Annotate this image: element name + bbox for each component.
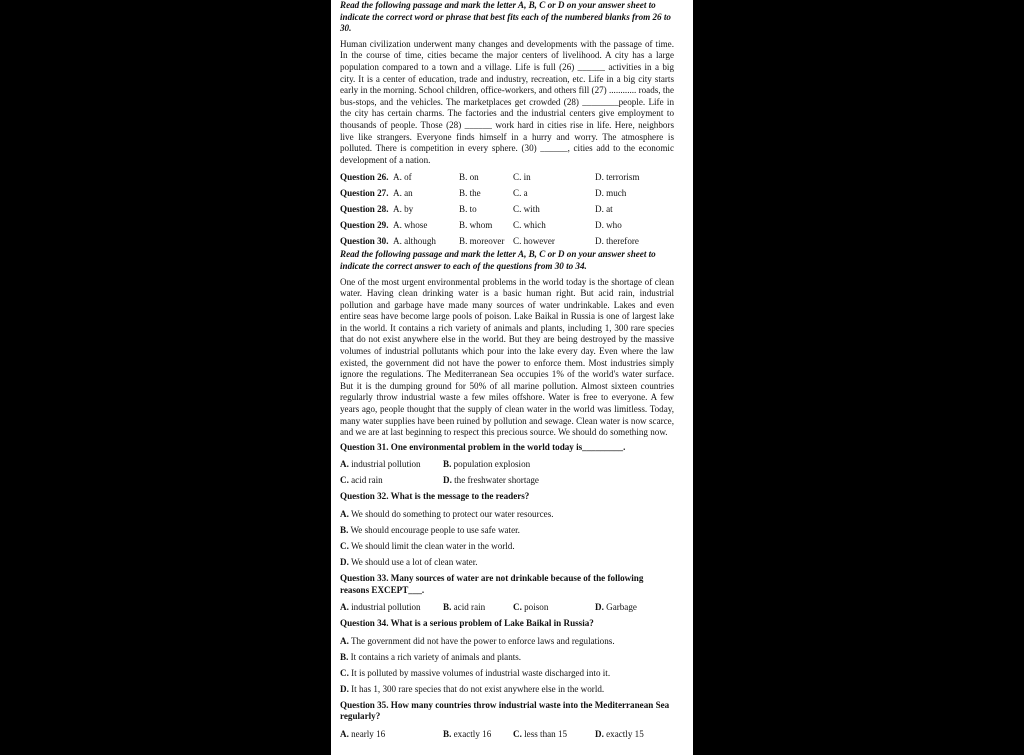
- option-letter: D.: [595, 602, 604, 613]
- option-b: B. whom: [459, 220, 493, 231]
- option-text: The government did not have the power to enforce laws and regulations.: [350, 635, 615, 646]
- option-letter: D.: [443, 475, 452, 486]
- document-page: [331, 0, 693, 755]
- option-text: We should use a lot of clean water.: [350, 557, 478, 567]
- option-a: A. an: [393, 188, 413, 199]
- option-a: industrial pollution: [351, 602, 421, 613]
- question-label: Question 30.: [340, 236, 389, 247]
- option-b: B. to: [459, 204, 477, 215]
- option-text: We should do something to protect our water resources.: [350, 509, 554, 519]
- question-31-options-row-1: [340, 456, 674, 472]
- section2-instruction: Read the following passage and mark the letter A, B, C or D on your answer sheet to indicate the correct answer to each of the questions from 30 to 34.: [340, 249, 656, 271]
- option-c: acid rain: [351, 475, 383, 486]
- question-32-option-c: [340, 538, 674, 554]
- option-b: acid rain: [453, 602, 486, 613]
- question-35-options: [340, 726, 674, 742]
- option-letter: C.: [513, 602, 522, 613]
- section1-instruction: Read the following passage and mark the letter A, B, C or D on your answer sheet to indicate the correct word or phrase that best fits each of the numbered blanks from 26 to 30.: [340, 0, 671, 34]
- option-letter: B.: [340, 525, 349, 535]
- option-d: Garbage: [606, 602, 637, 613]
- option-letter: D.: [340, 683, 349, 694]
- question-31-options-row-2: [340, 472, 674, 488]
- option-letter: D.: [595, 728, 604, 739]
- question-32-option-b: [340, 522, 674, 538]
- option-c: less than 15: [524, 728, 568, 739]
- question-33-stem: Question 33. Many sources of water are not drinkable because of the following reasons EXCEPT___.: [340, 573, 644, 595]
- question-label: Question 29.: [340, 220, 389, 231]
- option-c: C. in: [513, 172, 531, 183]
- section1-questions: [340, 169, 674, 249]
- question-30: [340, 233, 674, 249]
- option-text: We should encourage people to use safe water.: [350, 525, 520, 535]
- option-letter: C.: [340, 541, 349, 551]
- question-32-option-d: [340, 554, 674, 570]
- question-32-option-a: [340, 506, 674, 522]
- option-letter: C.: [513, 728, 522, 739]
- option-c: C. however: [513, 236, 555, 247]
- option-c: C. a: [513, 188, 528, 199]
- option-letter: A.: [340, 635, 349, 646]
- option-letter: A.: [340, 602, 349, 613]
- option-d: D. much: [595, 188, 627, 199]
- option-b: B. moreover: [459, 236, 505, 247]
- option-a: A. whose: [393, 220, 428, 231]
- option-a: A. although: [393, 236, 436, 247]
- question-34-option-b: [340, 649, 674, 665]
- option-b: population explosion: [453, 459, 531, 470]
- option-letter: A.: [340, 728, 349, 739]
- option-text: We should limit the clean water in the world.: [350, 541, 515, 551]
- option-letter: A.: [340, 459, 349, 470]
- option-d: exactly 15: [606, 728, 644, 739]
- section1-passage: Human civilization underwent many changes and developments with the passage of time. In the course of time, cities became the major centers of livelihood. A city has a large population compared to a town and a village. Life is full (26) ______ activities in a big city. It is a center of education, trade and industry, recreation, etc. Life in a big city starts early in the morning. School children, office-workers, and others fill (27) ............ roads, the bus-stops, and the vehicles. The marketplaces get crowded (28) ________people. Life in the city has certain charms. The factories and the industrial centers give employment to thousands of people. Those (28) ______ work hard in cities rise in life. Here, neighbors live like strangers. Everyone finds himself in a hurry and worry. The atmosphere is polluted. There is competition in every sphere. (30) ______, cities add to the economic development of a nation.: [340, 38, 674, 165]
- question-34-stem: Question 34. What is a serious problem of Lake Baikal in Russia?: [340, 618, 594, 629]
- question-27: [340, 185, 674, 201]
- option-a: A. of: [393, 172, 412, 183]
- question-32-stem: Question 32. What is the message to the readers?: [340, 491, 530, 502]
- option-d: D. therefore: [595, 236, 639, 247]
- section2-passage: One of the most urgent environmental problems in the world today is the shortage of clean water. Having clean drinking water is a basic human right. But acid rain, industrial pollution and garbage have made many sources of water undrinkable. Lakes and even entire seas have become large pools of poison. Lake Baikal in Russia is one of largest lake in the world. It contains a rich variety of animals and plants, including 1, 300 rare species that do not exist anywhere else in the world. But they are being destroyed by the massive volumes of industrial pollutants which pour into the lake every day. Even where the law existed, the government did not have the power to enforce them. Most industries simply ignore the regulations. The Mediterranean Sea occupies 1% of the world's water surface. But it is the dumping ground for 50% of all marine pollution. Almost sixteen countries regularly throw industrial waste a few miles offshore. Water is free to everyone. A few years ago, people thought that the supply of clean water in the world was limitless. Today, many water supplies have been ruined by pollution and sewage. Clean water is now scarce, and we are at last beginning to respect this precious source. We should do something now.: [340, 276, 674, 438]
- option-b: B. on: [459, 172, 479, 183]
- option-c: C. which: [513, 220, 546, 231]
- question-26: [340, 169, 674, 185]
- option-text: It has 1, 300 rare species that do not exist anywhere else in the world.: [351, 683, 605, 694]
- option-b: B. the: [459, 188, 481, 199]
- question-28: [340, 201, 674, 217]
- option-letter: B.: [443, 459, 452, 470]
- option-letter: A.: [340, 509, 349, 519]
- option-letter: C.: [340, 667, 349, 678]
- option-text: It contains a rich variety of animals and plants.: [350, 651, 522, 662]
- option-b: exactly 16: [453, 728, 492, 739]
- option-letter: D.: [340, 557, 349, 567]
- page-content: [340, 0, 674, 742]
- question-29: [340, 217, 674, 233]
- option-a: industrial pollution: [351, 459, 421, 470]
- option-letter: B.: [443, 602, 452, 613]
- question-33-options: [340, 599, 674, 615]
- option-d: D. at: [595, 204, 613, 215]
- option-letter: B.: [340, 651, 349, 662]
- option-d: D. terrorism: [595, 172, 640, 183]
- option-a: nearly 16: [351, 728, 386, 739]
- option-a: A. by: [393, 204, 414, 215]
- question-label: Question 28.: [340, 204, 389, 215]
- question-34-option-d: [340, 681, 674, 697]
- option-letter: C.: [340, 475, 349, 486]
- option-letter: B.: [443, 728, 452, 739]
- question-label: Question 27.: [340, 188, 389, 199]
- option-d: D. who: [595, 220, 622, 231]
- question-34-option-c: [340, 665, 674, 681]
- question-35-stem: Question 35. How many countries throw industrial waste into the Mediterranean Sea regularly?: [340, 699, 670, 722]
- option-d: the freshwater shortage: [454, 475, 539, 486]
- option-c: C. with: [513, 204, 540, 215]
- option-c: poison: [524, 602, 549, 613]
- question-34-option-a: [340, 633, 674, 649]
- question-label: Question 26.: [340, 172, 389, 183]
- option-text: It is polluted by massive volumes of industrial waste discharged into it.: [351, 667, 611, 678]
- question-31-stem: Question 31. One environmental problem in the world today is_________.: [340, 441, 626, 452]
